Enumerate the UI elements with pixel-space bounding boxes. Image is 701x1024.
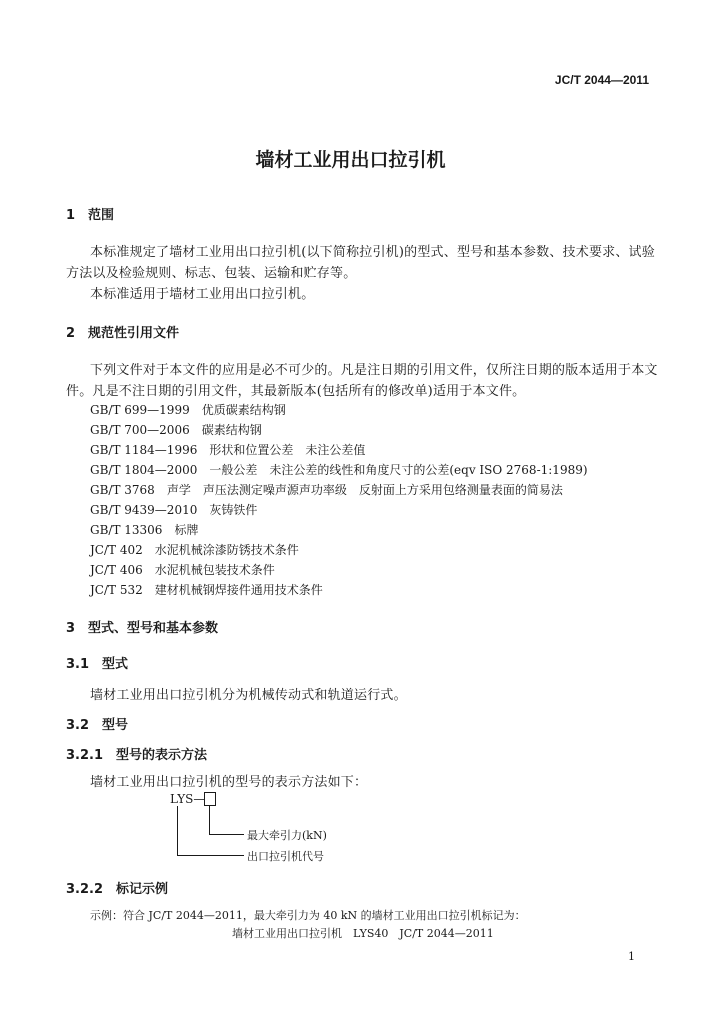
reference-title: 一般公差 未注公差的线性和角度尺寸的公差(eqv ISO 2768-1:1989)	[209, 463, 588, 477]
page-number: 1	[628, 950, 635, 963]
reference-code: GB/T 9439—2010	[90, 503, 198, 517]
force-bracket-horizontal	[209, 834, 244, 835]
reference-title: 碳素结构钢	[201, 423, 262, 437]
reference-item	[90, 561, 275, 578]
section-2-heading: 2 规范性引用文件	[66, 326, 180, 341]
reference-code: JC/T 532	[90, 583, 143, 597]
section-2-paragraph-line-1: 下列文件对于本文件的应用是必不可少的。凡是注日期的引用文件，仅所注日期的版本适用于本文	[90, 363, 658, 378]
reference-code: GB/T 1804—2000	[90, 463, 198, 477]
reference-code: GB/T 699—1999	[90, 403, 190, 417]
reference-item	[90, 501, 257, 518]
reference-title: 水泥机械涂漆防锈技术条件	[154, 543, 299, 557]
reference-code: GB/T 1184—1996	[90, 443, 198, 457]
section-3-1-text: 墙材工业用出口拉引机分为机械传动式和轨道运行式。	[90, 688, 407, 703]
reference-code: GB/T 700—2006	[90, 423, 190, 437]
marking-example-line-1: 示例：符合 JC/T 2044—2011，最大牵引力为 40 kN 的墙材工业用出口拉引机标记为：	[90, 909, 526, 922]
section-1-paragraph-line-1: 本标准规定了墙材工业用出口拉引机(以下简称拉引机)的型式、型号和基本参数、技术要求、试验	[90, 245, 655, 260]
code-bracket-vertical	[177, 806, 178, 856]
reference-title: 建材机械钢焊接件通用技术条件	[154, 583, 323, 597]
reference-title: 优质碳素结构钢	[201, 403, 286, 417]
model-prefix: LYS—	[170, 792, 206, 806]
reference-code: GB/T 3768	[90, 483, 155, 497]
reference-item	[90, 481, 563, 498]
reference-code: GB/T 13306	[90, 523, 163, 537]
reference-item	[90, 581, 323, 598]
force-bracket-vertical	[209, 806, 210, 835]
section-1-paragraph-2: 本标准适用于墙材工业用出口拉引机。	[90, 287, 315, 302]
section-1-paragraph-line-2: 方法以及检验规则、标志、包装、运输和贮存等。	[66, 266, 357, 281]
force-label: 最大牵引力(kN)	[247, 829, 327, 842]
reference-item	[90, 521, 198, 538]
section-1-heading: 1 范围	[66, 208, 115, 223]
section-3-2-1-text: 墙材工业用出口拉引机的型号的表示方法如下：	[90, 775, 368, 790]
reference-code: JC/T 406	[90, 563, 143, 577]
reference-item	[90, 461, 588, 478]
section-3-2-2-heading: 3.2.2 标记示例	[66, 882, 169, 897]
model-placeholder-box	[204, 792, 216, 806]
section-3-2-heading: 3.2 型号	[66, 718, 129, 733]
reference-title: 标牌	[174, 523, 199, 537]
reference-item	[90, 401, 286, 418]
document-title: 墙材工业用出口拉引机	[255, 149, 446, 171]
section-2-paragraph-line-2: 件。凡是不注日期的引用文件，其最新版本(包括所有的修改单)适用于本文件。	[66, 384, 526, 399]
reference-item	[90, 421, 262, 438]
code-label: 出口拉引机代号	[247, 850, 324, 863]
reference-title: 形状和位置公差 未注公差值	[209, 443, 366, 457]
section-3-2-1-heading: 3.2.1 型号的表示方法	[66, 748, 208, 763]
reference-title: 水泥机械包装技术条件	[154, 563, 275, 577]
reference-code: JC/T 402	[90, 543, 143, 557]
reference-item	[90, 441, 365, 458]
standard-code: JC/T 2044—2011	[554, 73, 649, 87]
section-3-1-heading: 3.1 型式	[66, 657, 129, 672]
code-bracket-horizontal	[177, 855, 244, 856]
reference-title: 灰铸铁件	[209, 503, 258, 517]
reference-title: 声学 声压法测定噪声源声功率级 反射面上方采用包络测量表面的简易法	[166, 483, 563, 497]
section-3-heading: 3 型式、型号和基本参数	[66, 621, 219, 636]
reference-item	[90, 541, 299, 558]
marking-example-line-2: 墙材工业用出口拉引机 LYS40 JC/T 2044—2011	[232, 927, 494, 940]
